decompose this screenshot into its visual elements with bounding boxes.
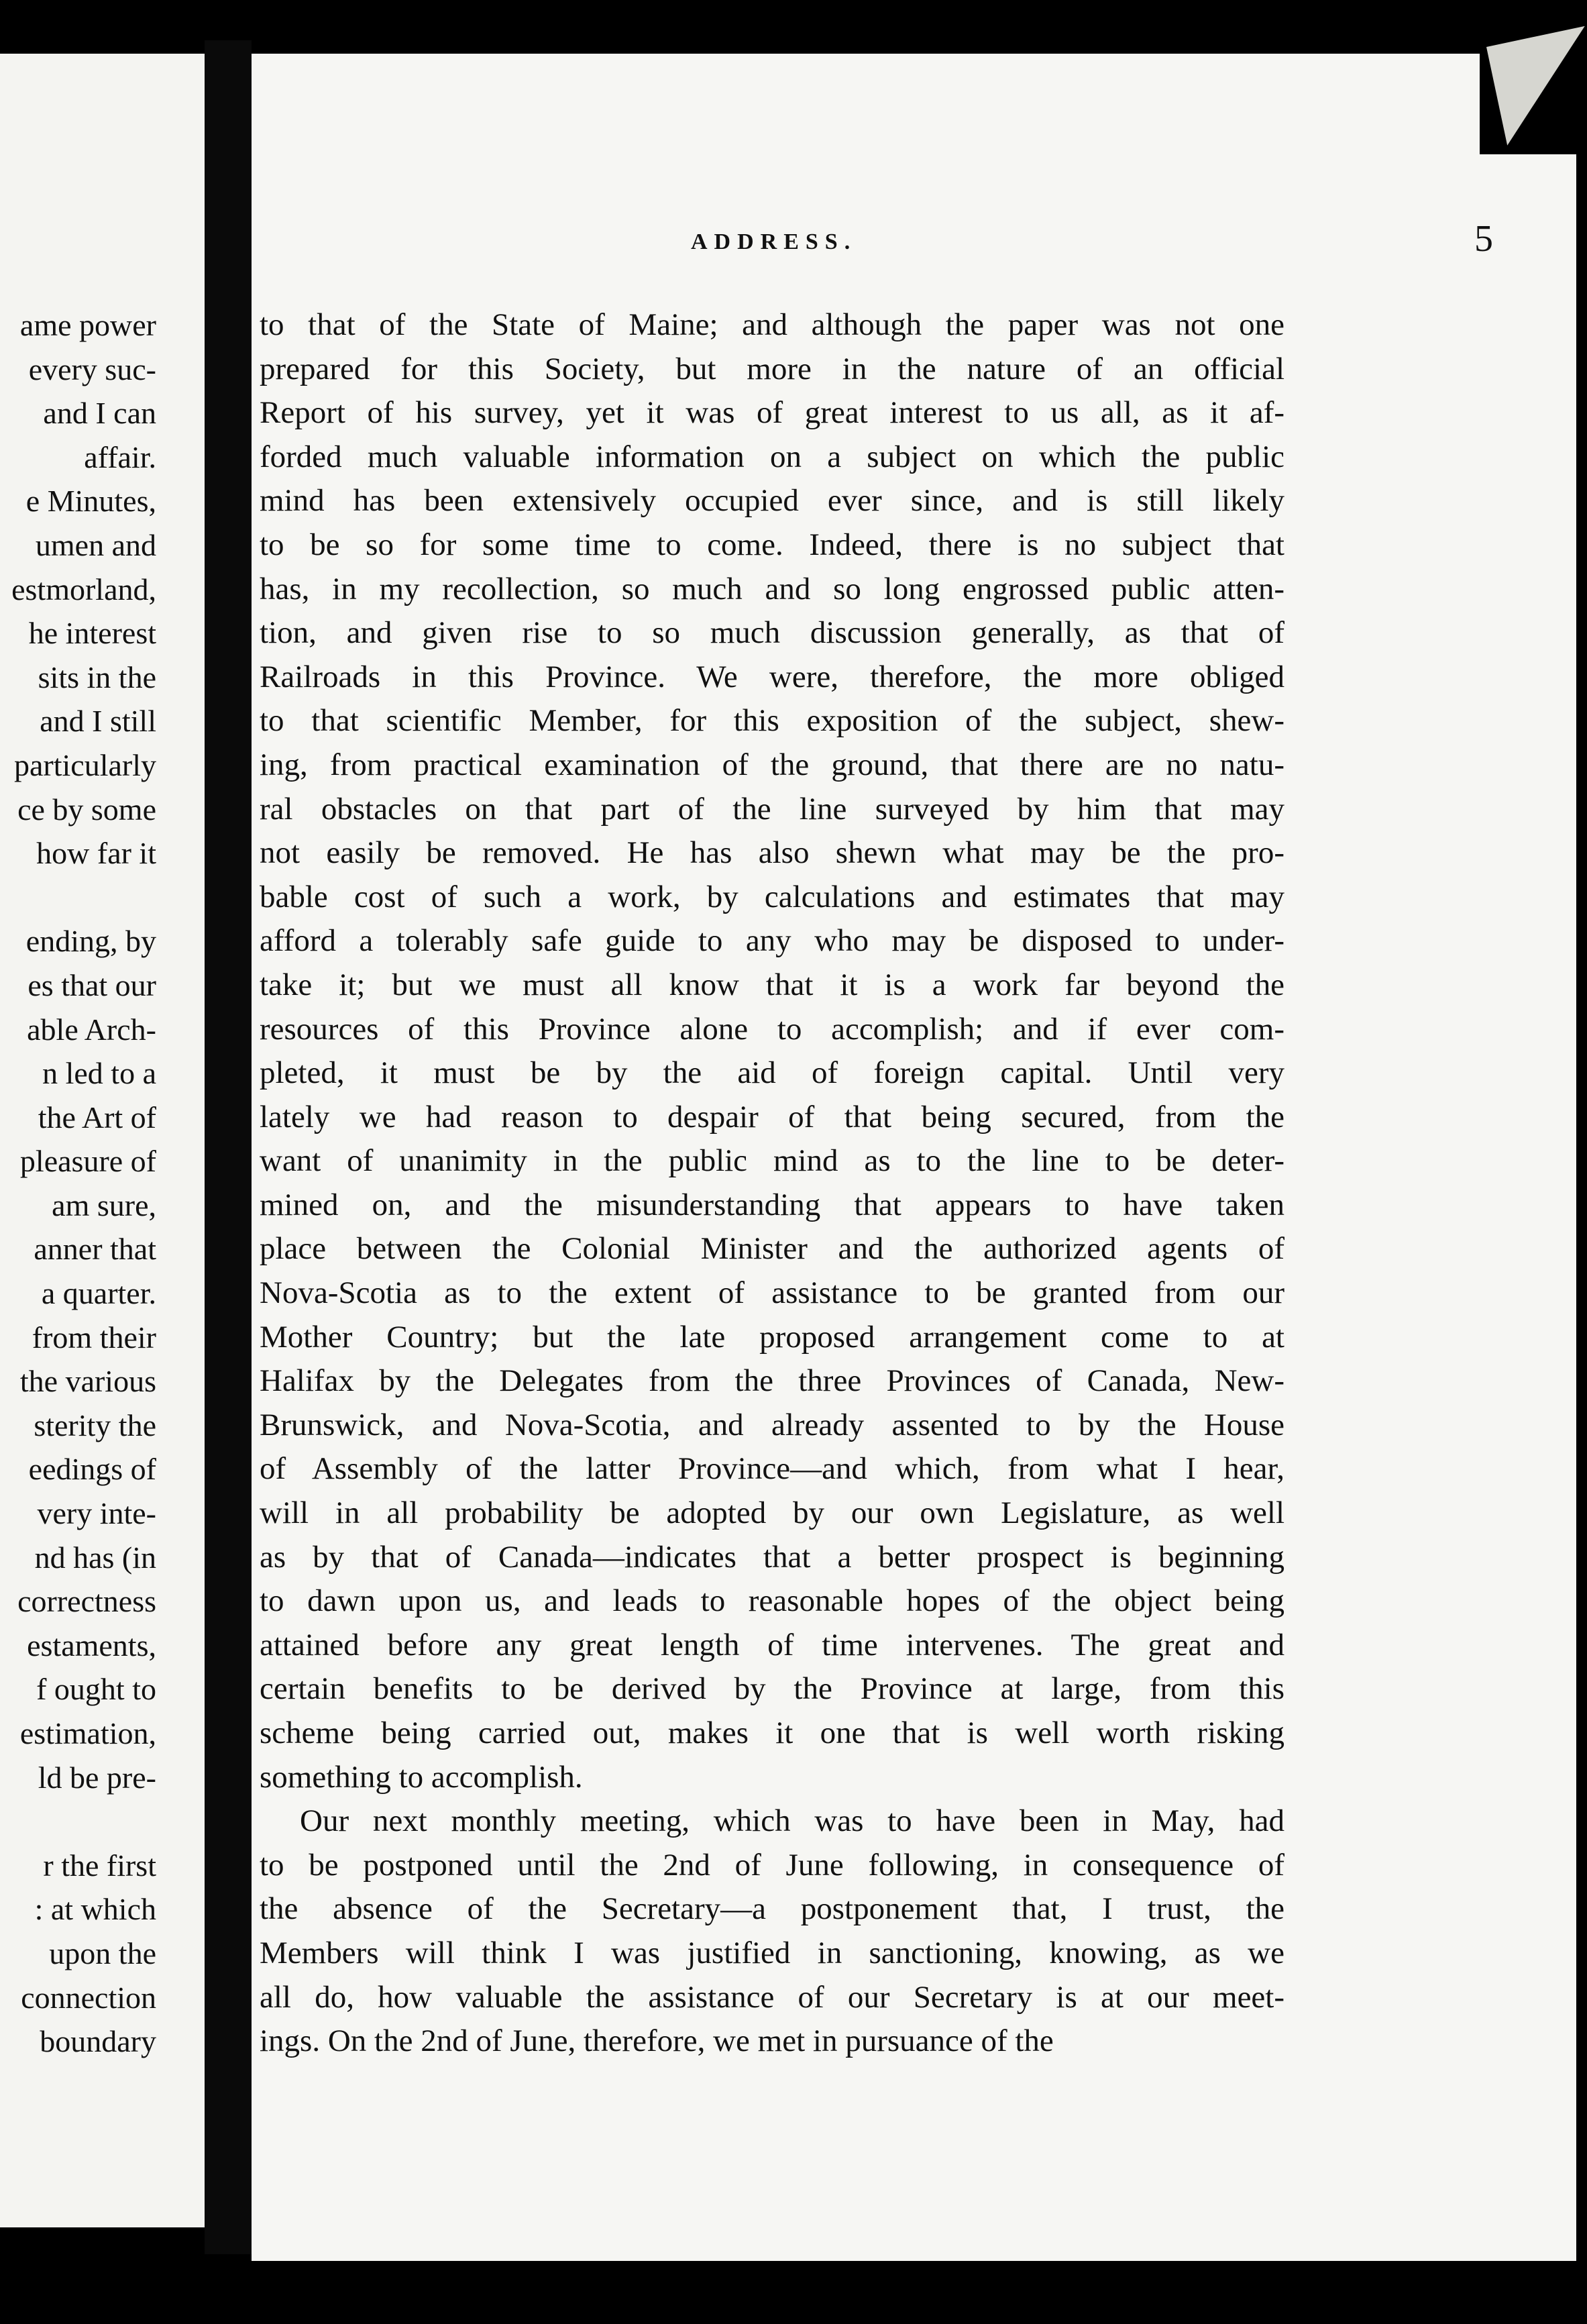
text-line: has, in my recollection, so much and so long engrossed public atten- <box>260 571 1284 606</box>
left-page-line: es that our <box>28 967 156 1002</box>
text-line: mined on, and the misunderstanding that appears to have taken <box>260 1187 1284 1222</box>
text-line: pleted, it must be by the aid of foreign capital. Until very <box>260 1055 1284 1091</box>
left-page-line: the various <box>19 1364 156 1399</box>
text-line: all do, how valuable the assistance of our Secretary is at our meet- <box>260 1979 1284 2015</box>
left-page-line: e Minutes, <box>25 484 156 519</box>
text-line: Nova-Scotia as to the extent of assistance to be granted from our <box>260 1275 1284 1311</box>
left-page <box>0 54 205 2227</box>
left-page-line: the Art of <box>38 1100 156 1134</box>
paragraph-2 <box>260 1799 1284 2064</box>
text-line: as by that of Canada—indicates that a better prospect is beginning <box>260 1539 1284 1575</box>
left-page-line <box>11 1799 156 1844</box>
left-page-line: ce by some <box>17 792 156 827</box>
text-line: not easily be removed. He has also shewn what may be the pro- <box>260 835 1284 871</box>
running-head-title: ADDRESS. <box>691 229 857 254</box>
left-page-line: a quarter. <box>41 1276 156 1311</box>
left-page-line: estmorland, <box>11 572 156 606</box>
left-page-line: ame power <box>19 308 156 342</box>
text-line: ral obstacles on that part of the line surveyed by him that may <box>260 791 1284 827</box>
text-line: Mother Country; but the late proposed arrangement come to at <box>260 1319 1284 1355</box>
text-line: prepared for this Society, but more in the nature of an official <box>260 351 1284 386</box>
page-number: 5 <box>1474 218 1493 260</box>
text-line: certain benefits to be derived by the Province at large, from this <box>260 1671 1284 1707</box>
text-line: to be postponed until the 2nd of June following, in consequence of <box>260 1847 1284 1883</box>
text-line: Members will think I was justified in sanctioning, knowing, as we <box>260 1935 1284 1970</box>
left-page-line: sterity the <box>34 1408 156 1442</box>
text-line: Brunswick, and Nova-Scotia, and already assented to by the House <box>260 1407 1284 1442</box>
left-page-line: connection <box>21 1980 156 2015</box>
text-line: tion, and given rise to so much discussion generally, as that of <box>260 615 1284 651</box>
left-page-line: how far it <box>36 836 156 871</box>
text-line: will in all probability be adopted by our own Legislature, as well <box>260 1495 1284 1531</box>
text-line: mind has been extensively occupied ever since, and is still likely <box>260 483 1284 519</box>
text-line: ings. On the 2nd of June, therefore, we met in pursuance of the <box>260 2023 1054 2059</box>
left-page-line: every suc- <box>28 352 156 386</box>
left-page-line: particularly <box>13 747 156 782</box>
left-page-line: ld be pre- <box>38 1760 156 1795</box>
text-line: Halifax by the Delegates from the three Provinces of Canada, New- <box>260 1363 1284 1399</box>
text-line: the absence of the Secretary—a postponement that, I trust, the <box>260 1891 1284 1927</box>
text-line: to that of the State of Maine; and although the paper was not one <box>260 307 1284 342</box>
text-line: afford a tolerably safe guide to any who may be disposed to under- <box>260 923 1284 959</box>
left-page-line <box>11 876 156 920</box>
left-page-line: very inte- <box>37 1496 156 1531</box>
left-page-line: and I still <box>40 704 156 739</box>
text-line: Report of his survey, yet it was of great interest to us all, as it af- <box>260 395 1284 431</box>
text-line: forded much valuable information on a subject on which the public <box>260 439 1284 474</box>
folded-corner <box>1480 47 1587 154</box>
left-page-line: r the first <box>43 1848 156 1883</box>
left-page-line: anner that <box>34 1232 156 1267</box>
left-page-line: umen and <box>35 527 156 562</box>
text-line: attained before any great length of time intervenes. The great and <box>260 1627 1284 1662</box>
body-text <box>260 303 1284 2064</box>
book-gutter <box>205 40 252 2254</box>
text-line: place between the Colonial Minister and the authorized agents of <box>260 1231 1284 1267</box>
text-line: Our next monthly meeting, which was to have been in May, had <box>300 1803 1284 1839</box>
text-line: lately we had reason to despair of that being secured, from the <box>260 1099 1284 1134</box>
left-page-line: sits in the <box>38 659 156 694</box>
left-page-line: boundary <box>40 2024 156 2059</box>
left-page-line: upon the <box>49 1936 156 1970</box>
left-page-line: f ought to <box>36 1672 156 1707</box>
left-page-line: correctness <box>17 1584 156 1619</box>
left-page-line: estaments, <box>27 1628 156 1662</box>
text-line: want of unanimity in the public mind as to the line to be deter- <box>260 1143 1284 1179</box>
text-line: of Assembly of the latter Province—and which, from what I hear, <box>260 1451 1284 1487</box>
text-line: something to accomplish. <box>260 1759 583 1795</box>
left-page-line: : at which <box>34 1892 156 1927</box>
left-page-line: ending, by <box>25 924 156 959</box>
text-line: resources of this Province alone to accomplish; and if ever com- <box>260 1011 1284 1047</box>
left-page-line: eedings of <box>28 1452 156 1487</box>
text-line: bable cost of such a work, by calculations and estimates that may <box>260 879 1284 914</box>
text-line: to be so for some time to come. Indeed, there is no subject that <box>260 527 1284 562</box>
paragraph-1 <box>260 303 1284 1799</box>
text-line: Railroads in this Province. We were, therefore, the more obliged <box>260 659 1284 694</box>
text-line: take it; but we must all know that it is a work far beyond the <box>260 967 1284 1002</box>
text-line: to that scientific Member, for this exposition of the subject, shew- <box>260 703 1284 739</box>
left-page-text <box>11 303 156 2064</box>
left-page-line: pleasure of <box>19 1144 156 1179</box>
left-page-line: estimation, <box>19 1716 156 1750</box>
text-line: ing, from practical examination of the ground, that there are no natu- <box>260 747 1284 782</box>
left-page-line: he interest <box>28 616 156 651</box>
left-page-line: affair. <box>84 439 156 474</box>
right-page <box>252 54 1576 2261</box>
left-page-line: and I can <box>43 396 156 431</box>
left-page-line: from their <box>32 1320 156 1355</box>
left-page-line: nd has (in <box>34 1540 156 1575</box>
left-page-line: able Arch- <box>27 1012 156 1047</box>
text-line: to dawn upon us, and leads to reasonable hopes of the object being <box>260 1583 1284 1619</box>
left-page-line: am sure, <box>52 1187 156 1222</box>
text-line: scheme being carried out, makes it one that is well worth risking <box>260 1715 1284 1750</box>
left-page-line: n led to a <box>42 1056 156 1091</box>
